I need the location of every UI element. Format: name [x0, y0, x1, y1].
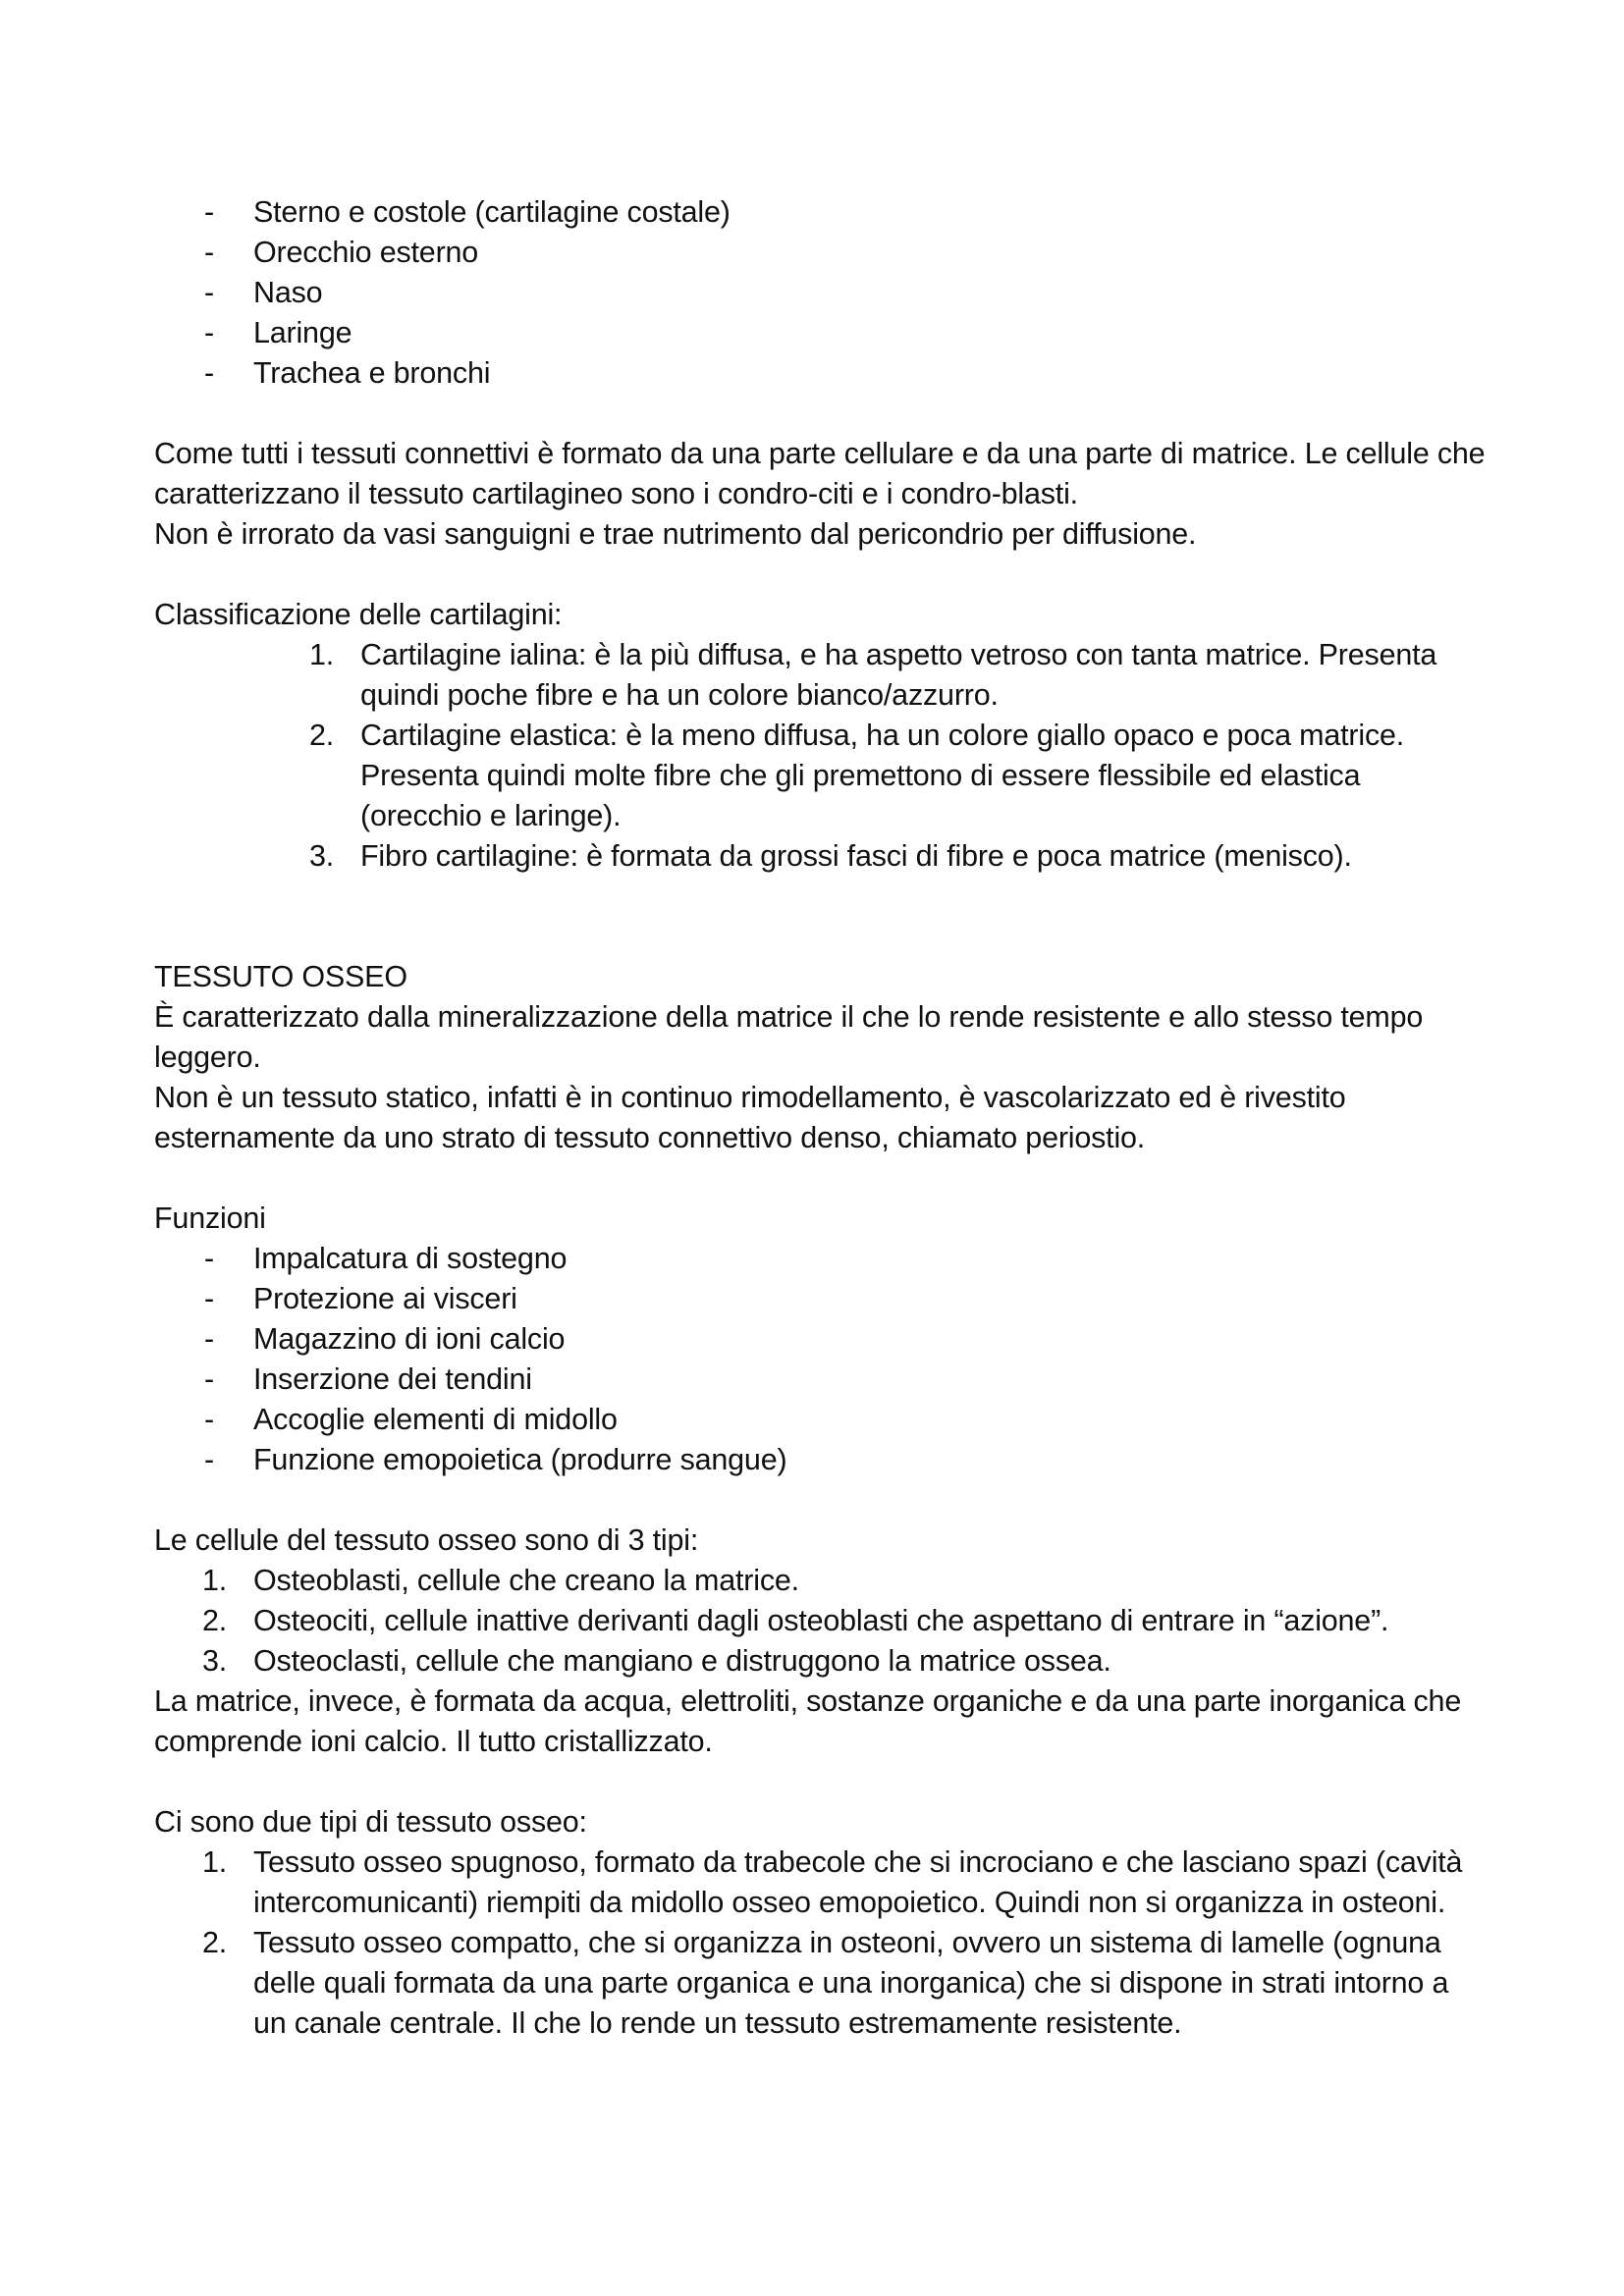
list-item: - Sterno e costole (cartilagine costale)	[154, 192, 1489, 233]
list-number: 1.	[309, 638, 335, 671]
section-heading: TESSUTO OSSEO	[154, 960, 407, 993]
matrix-paragraph: La matrice, invece, è formata da acqua, elettroliti, sostanze organiche e da una parte inorganica che comprende ioni calcio. Il tutto cristallizzato.	[154, 1684, 1462, 1758]
list-item-text: Tessuto osseo spugnoso, formato da trabecole che si incrociano e che lasciano spazi (cavità intercomunicanti) riempiti da midollo osseo emopoietico. Quindi non si organizza in osteoni.	[253, 1845, 1463, 1919]
list-number: 3.	[202, 1644, 228, 1678]
list-number: 1.	[202, 1564, 228, 1597]
list-item: - Funzione emopoietica (produrre sangue)	[154, 1440, 1489, 1480]
list-item-text: Fibro cartilagine: è formata da grossi fasci di fibre e poca matrice (menisco).	[360, 839, 1352, 873]
list-item: - Orecchio esterno	[154, 233, 1489, 273]
list-item	[154, 1923, 1489, 2044]
list-item	[154, 836, 1489, 877]
list-item-text: Osteoclasti, cellule che mangiano e distruggono la matrice ossea.	[253, 1644, 1111, 1678]
list-item: - Naso	[154, 273, 1489, 313]
list-item	[154, 635, 1489, 716]
bone-paragraph-2: Non è un tessuto statico, infatti è in continuo rimodellamento, è vascolarizzato ed è rivestito esternamente da uno strato di tessuto connettivo denso, chiamato periostio.	[154, 1081, 1346, 1154]
list-item: - Protezione ai visceri	[154, 1279, 1489, 1319]
classification-heading: Classificazione delle cartilagini:	[154, 598, 563, 631]
types-list	[154, 1842, 1489, 2044]
list-item-text: Osteociti, cellule inattive derivanti dagli osteoblasti che aspettano di entrare in “azione”.	[253, 1604, 1389, 1637]
classification-list	[154, 635, 1489, 877]
functions-list	[154, 1239, 1489, 1480]
vessels-paragraph: Non è irrorato da vasi sanguigni e trae nutrimento dal pericondrio per diffusione.	[154, 517, 1197, 551]
list-item-text: Osteoblasti, cellule che creano la matrice.	[253, 1564, 799, 1597]
list-number: 2.	[309, 719, 335, 752]
list-item: - Inserzione dei tendini	[154, 1360, 1489, 1400]
functions-heading: Funzioni	[154, 1201, 266, 1235]
list-number: 3.	[309, 839, 335, 873]
list-item	[154, 1842, 1489, 1923]
list-item	[154, 1641, 1489, 1682]
list-item: - Accoglie elementi di midollo	[154, 1400, 1489, 1440]
document-body	[154, 192, 1489, 2044]
list-item-text: Cartilagine ialina: è la più diffusa, e ha aspetto vetroso con tanta matrice. Presenta quindi poche fibre e ha un colore bianco/azzurro.	[360, 638, 1437, 712]
list-item: - Laringe	[154, 313, 1489, 353]
cells-heading: Le cellule del tessuto osseo sono di 3 tipi:	[154, 1523, 699, 1557]
list-item	[154, 1561, 1489, 1601]
types-heading: Ci sono due tipi di tessuto osseo:	[154, 1805, 587, 1839]
list-number: 2.	[202, 1604, 228, 1637]
list-item	[154, 716, 1489, 836]
connective-paragraph: Come tutti i tessuti connettivi è formato da una parte cellulare e da una parte di matrice. Le cellule che caratterizzano il tessuto cartilagineo sono i condro-citi e i condro-blasti.	[154, 437, 1486, 510]
bone-paragraph-1: È caratterizzato dalla mineralizzazione della matrice il che lo rende resistente e allo stesso tempo leggero.	[154, 1000, 1424, 1074]
list-item	[154, 1601, 1489, 1641]
list-item: - Magazzino di ioni calcio	[154, 1319, 1489, 1360]
list-item: - Impalcatura di sostegno	[154, 1239, 1489, 1279]
list-number: 2.	[202, 1926, 228, 1959]
list-item: - Trachea e bronchi	[154, 353, 1489, 394]
cells-list	[154, 1561, 1489, 1682]
list-item-text: Tessuto osseo compatto, che si organizza in osteoni, ovvero un sistema di lamelle (ognuna delle quali formata da una parte organica e una inorganica) che si dispone in strati intorno a un canale centrale. Il che lo rende un tessuto estremamente resistente.	[253, 1926, 1449, 2040]
cartilage-sites-list	[154, 192, 1489, 394]
list-number: 1.	[202, 1845, 228, 1879]
list-item-text: Cartilagine elastica: è la meno diffusa, ha un colore giallo opaco e poca matrice. Presenta quindi molte fibre che gli premettono di essere flessibile ed elastica (orecchio e laringe).	[360, 719, 1405, 832]
